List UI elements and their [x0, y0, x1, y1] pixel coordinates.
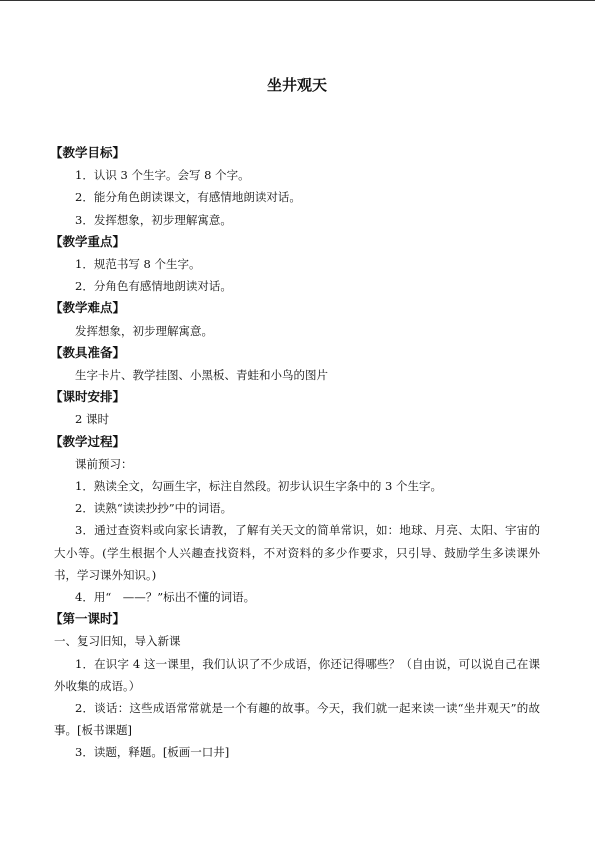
document-body	[50, 142, 540, 764]
lesson-step-item-3: 3．读题，释题。[板画一口井]	[75, 745, 230, 760]
section-heading-first-lesson: 【第一课时】	[50, 611, 126, 627]
section-heading-materials: 【教具准备】	[50, 344, 126, 360]
key-point-item-1: 1．规范书写 8 个生字。	[75, 257, 201, 272]
preview-item-4: 4．用“ ——？”标出不懂的词语。	[75, 590, 256, 605]
preview-label: 课前预习：	[75, 456, 133, 471]
preview-item-1: 1．熟读全文，勾画生字，标注自然段。初步认识生字条中的 3 个生字。	[75, 479, 442, 494]
preview-item-2: 2．读熟“读读抄抄”中的词语。	[75, 501, 233, 516]
section-heading-key-points: 【教学重点】	[50, 233, 126, 249]
document-title: 坐井观天	[266, 76, 327, 94]
lesson-step-item-2: 2．谈话：这些成语常常就是一个有趣的故事。今天，我们就一起来读一读“坐井观天”的故事。[板书课题]	[54, 701, 540, 738]
section-heading-process: 【教学过程】	[50, 433, 126, 449]
difficulty-text: 发挥想象，初步理解寓意。	[75, 323, 213, 338]
lesson-step-heading: 一、复习旧知，导入新课	[54, 634, 181, 649]
key-point-item-2: 2．分角色有感情地朗读对话。	[75, 279, 232, 294]
materials-text: 生字卡片、教学挂图、小黑板、青蛙和小鸟的图片	[75, 368, 328, 383]
goal-item-1: 1．认识 3 个生字。会写 8 个字。	[75, 168, 250, 183]
goal-item-3: 3．发挥想象，初步理解寓意。	[75, 212, 232, 227]
section-heading-difficulties: 【教学难点】	[50, 300, 126, 316]
header-rule	[0, 0, 595, 1]
lesson-step-item-1: 1．在识字 4 这一课里，我们认识了不少成语，你还记得哪些？（自由说，可以说自己在课外收集的成语。）	[54, 656, 540, 693]
preview-item-3: 3．通过查资料或向家长请教，了解有关天文的简单常识，如：地球、月亮、太阳、宇宙的大小等。(学生根据个人兴趣查找资料，不对资料的多少作要求，只引导、鼓励学生多读课外书，学习课外知识。)	[54, 523, 540, 582]
section-heading-goals: 【教学目标】	[50, 145, 126, 160]
goal-item-2: 2．能分角色朗读课文，有感情地朗读对话。	[75, 190, 301, 205]
section-heading-schedule: 【课时安排】	[50, 389, 126, 405]
schedule-text: 2 课时	[75, 412, 109, 427]
